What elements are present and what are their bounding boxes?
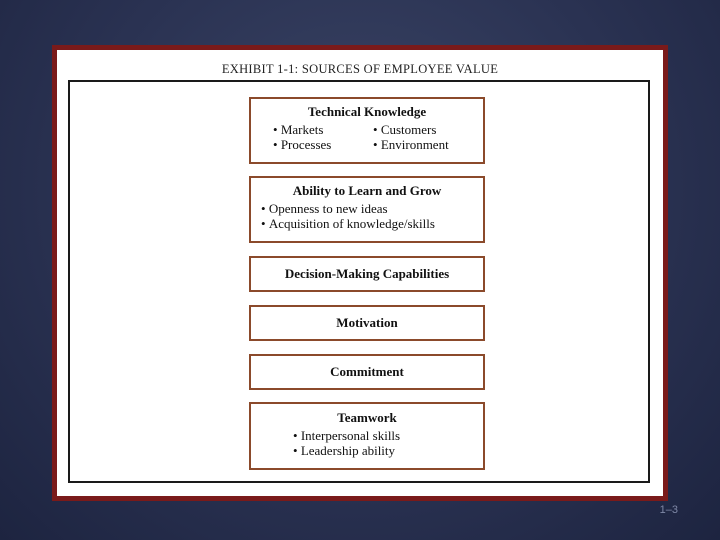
box-title: Commitment [330, 364, 404, 379]
list-item: • Openness to new ideas [261, 201, 483, 216]
list-item: • Leadership ability [293, 443, 483, 458]
exhibit-title: EXHIBIT 1-1: SOURCES OF EMPLOYEE VALUE [221, 62, 499, 76]
motivation-box [249, 305, 485, 341]
list-item: • Processes [273, 137, 373, 152]
list-item: • Customers [373, 122, 473, 137]
exhibit-paper [57, 50, 663, 496]
box-title: Ability to Learn and Grow [292, 183, 442, 198]
box-title: Teamwork [337, 410, 397, 425]
decision-making-box [249, 256, 485, 292]
teamwork-items [293, 428, 483, 458]
diagram-area [68, 80, 650, 483]
box-title: Decision-Making Capabilities [284, 266, 450, 281]
list-item: • Environment [373, 137, 473, 152]
learn-items [261, 201, 483, 231]
box-title: Motivation [336, 315, 398, 330]
technical-items [273, 122, 483, 152]
learn-grow-box [249, 176, 485, 243]
list-item: • Interpersonal skills [293, 428, 483, 443]
technical-knowledge-box [249, 97, 485, 164]
box-title: Technical Knowledge [307, 104, 427, 119]
teamwork-box [249, 402, 485, 470]
commitment-box [249, 354, 485, 390]
list-item: • Acquisition of knowledge/skills [261, 216, 483, 231]
exhibit-frame [52, 45, 668, 501]
list-item: • Markets [273, 122, 373, 137]
slide-page-number: 1–3 [659, 504, 678, 516]
